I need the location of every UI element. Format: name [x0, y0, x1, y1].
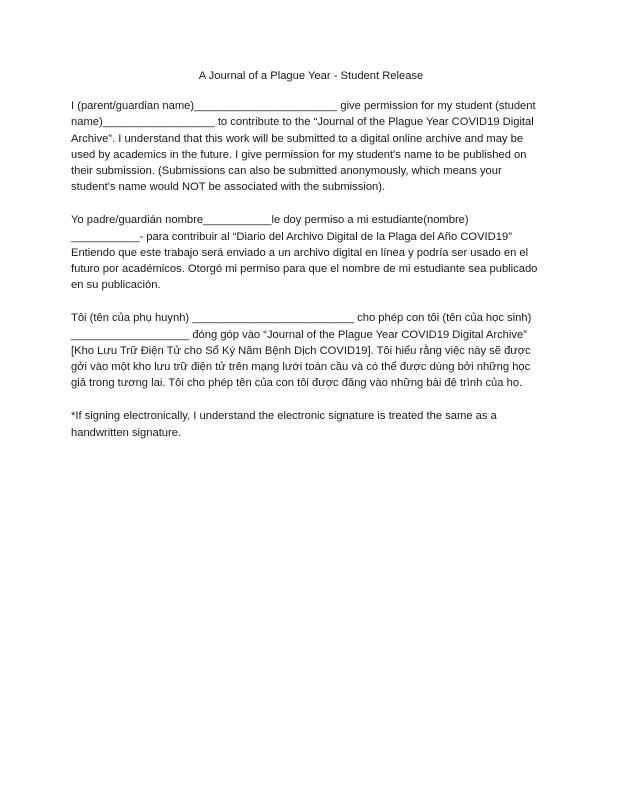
vietnamese-paragraph	[71, 310, 551, 391]
text-line: student's name would NOT be associated with the submission).	[71, 181, 386, 194]
text-line: Tôi (tên của phụ huynh) __________________________ cho phép con tôi (tên của học sinh)	[71, 312, 532, 325]
text-line: Entiendo que este trabajo será enviado a un archivo digital en línea y podría ser usado en el	[71, 246, 529, 259]
signature-note	[71, 408, 551, 440]
text-line: ___________________ đóng góp vào “Journal of the Plague Year COVID19 Digital Archive”	[71, 328, 527, 341]
text-line: Yo padre/guardián nombre___________le doy permiso a mi estudiante(nombre)	[71, 214, 469, 227]
text-line: [Kho Lưu Trữ Điện Tử cho Sổ Ký Năm Bệnh Dịch COVID19]. Tôi hiểu rằng việc này sẽ được	[71, 344, 531, 357]
document-title: A Journal of a Plague Year - Student Release	[198, 70, 424, 82]
spanish-paragraph	[71, 212, 551, 293]
text-line: en su publicación.	[71, 279, 161, 292]
text-line: name)__________________ to contribute to the “Journal of the Plague Year COVID19 Digital	[71, 116, 534, 129]
text-line: gởi vào một kho lưu trữ điện tử trên mạng lưới toàn cầu và có thể được dùng bởi những học	[71, 361, 531, 374]
text-line: giả trong tương lai. Tôi cho phép tên của con tôi được đăng vào những bài đệ trình của họ.	[71, 377, 523, 390]
text-line: handwritten signature.	[71, 426, 182, 439]
text-line: used by academics in the future. I give permission for my student's name to be published on	[71, 148, 527, 161]
release-form-page	[71, 68, 551, 458]
text-line: Archive”. I understand that this work will be submitted to a digital online archive and may be	[71, 132, 524, 145]
text-line: ___________- para contribuir al “Diario del Archivo Digital de la Plaga del Año COVID19”	[71, 230, 512, 243]
text-line: I (parent/guardian name)_______________________ give permission for my student (student	[71, 100, 536, 113]
english-paragraph	[71, 98, 551, 195]
text-line: futuro por académicos. Otorgó mi permiso para que el nombre de mi estudiante sea publicado	[71, 263, 538, 276]
text-line: their submission. (Submissions can also be submitted anonymously, which means your	[71, 165, 502, 178]
text-line: *If signing electronically, I understand the electronic signature is treated the same as a	[71, 410, 497, 423]
